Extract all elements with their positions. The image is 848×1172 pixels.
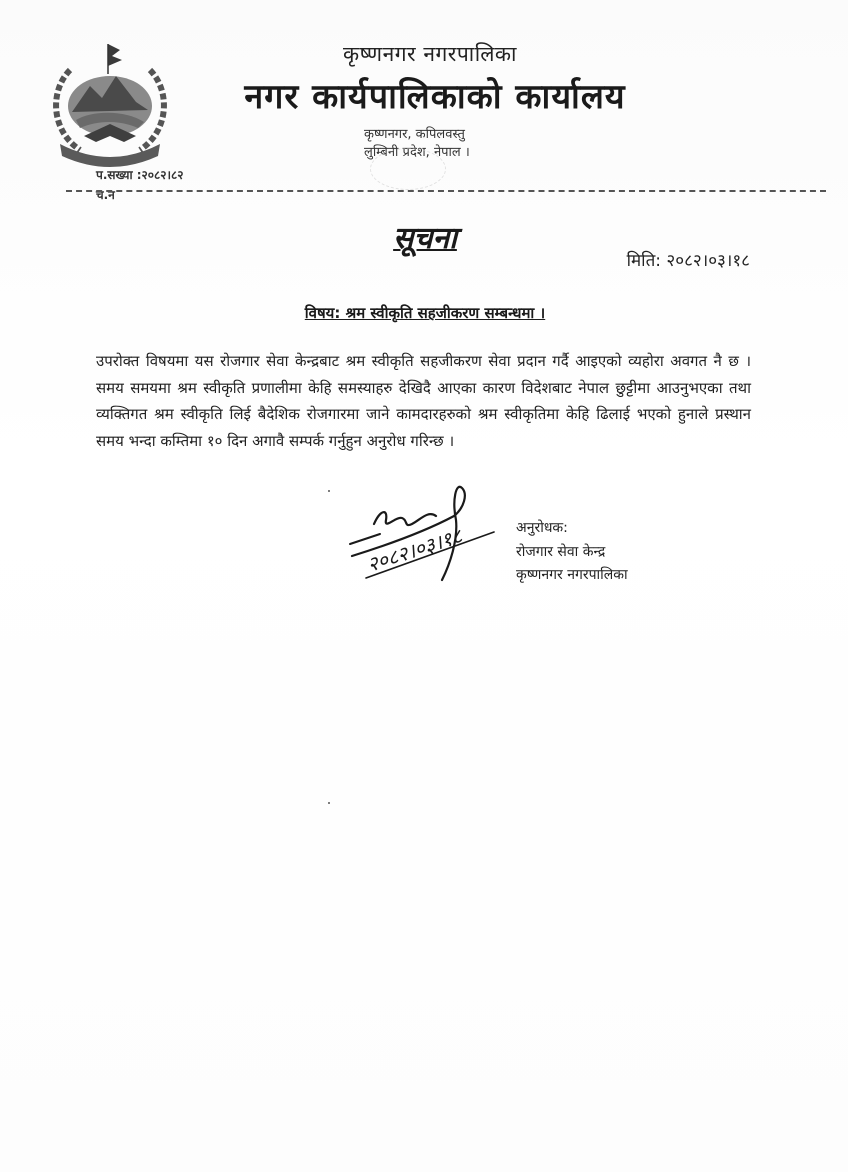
speck xyxy=(328,802,330,804)
reference-number: प.सख्या :२०८२।८२ xyxy=(96,168,184,182)
handwritten-signature xyxy=(344,480,516,590)
handwritten-date: २०८२।०३।१८ xyxy=(364,523,466,577)
notice-subject xyxy=(100,303,750,323)
speck xyxy=(328,490,330,492)
faint-stamp xyxy=(370,148,446,190)
notice-title: सूचना xyxy=(393,221,457,256)
municipality-name: कृष्णनगर नगरपालिका xyxy=(343,42,517,66)
requester-label: अनुरोधक: xyxy=(516,520,568,536)
notice-date: मिति: २०८२।०३।१८ xyxy=(626,251,750,271)
office-name: नगर कार्यपालिकाको कार्यालय xyxy=(244,77,626,117)
subject-text: विषय: श्रम स्वीकृति सहजीकरण सम्बन्धमा । xyxy=(304,304,546,322)
requester-organization: कृष्णनगर नगरपालिका xyxy=(516,567,628,583)
address-line-1: कृष्णनगर, कपिलवस्तु xyxy=(364,127,465,142)
government-of-nepal-emblem-icon xyxy=(40,40,180,168)
address-line-2: लुम्बिनी प्रदेश, नेपाल । xyxy=(364,145,470,160)
header-divider xyxy=(66,190,826,193)
dispatch-number: च.न xyxy=(96,188,115,202)
requester-department: रोजगार सेवा केन्द्र xyxy=(516,544,606,560)
notice-body: उपरोक्त विषयमा यस रोजगार सेवा केन्द्रबाट श्रम स्वीकृति सहजीकरण सेवा प्रदान गर्दै आइएको व्यहोरा अवगत नै छ । समय समयमा श्रम स्वीकृति प्रणालीमा केहि समस्याहरु देखिदै आएका कारण विदेशबाट नेपाल छुट्टीमा आउनुभएका तथा व्यक्तिगत श्रम स्वीकृति लिई बैदेशिक रोजगारमा जाने कामदारहरुको श्रम स्वीकृतिमा केहि ढिलाई भएको हुनाले प्रस्थान समय भन्दा कम्तिमा १० दिन अगावै सम्पर्क गर्नुहुन अनुरोध गरिन्छ । xyxy=(96,352,751,450)
